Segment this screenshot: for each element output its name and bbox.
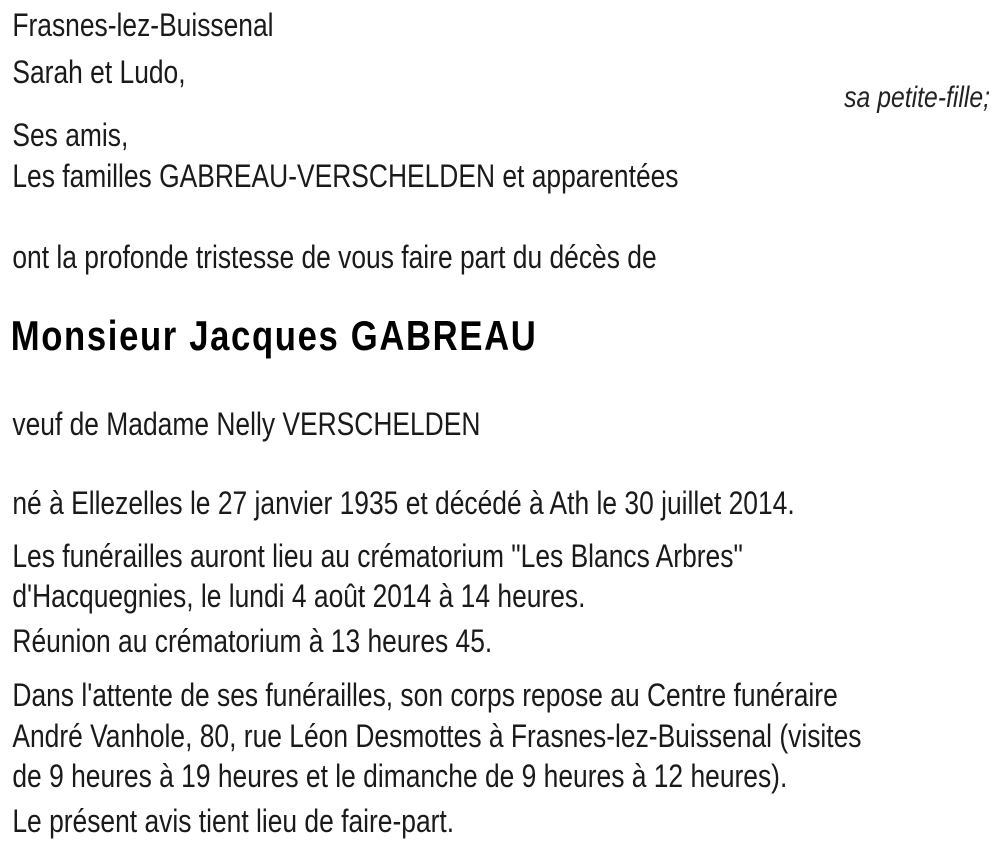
family-line-3: Les familles GABREAU-VERSCHELDEN et apparentées bbox=[12, 158, 679, 194]
repose-line-3: de 9 heures à 19 heures et le dimanche de 9 heures à 12 heures). bbox=[12, 758, 788, 794]
place-line: Frasnes-lez-Buissenal bbox=[12, 7, 274, 43]
deceased-name: Monsieur Jacques GABREAU bbox=[10, 312, 538, 359]
family-line-1: Sarah et Ludo, bbox=[12, 54, 186, 90]
funeral-line-1: Les funérailles auront lieu au crématorium "Les Blancs Arbres" bbox=[12, 538, 743, 574]
spouse-line: veuf de Madame Nelly VERSCHELDEN bbox=[12, 406, 481, 442]
announcement-line: ont la profonde tristesse de vous faire part du décès de bbox=[12, 239, 657, 275]
repose-line-1: Dans l'attente de ses funérailles, son corps repose au Centre funéraire bbox=[12, 677, 838, 713]
relation-note: sa petite-fille; bbox=[844, 81, 990, 114]
repose-line-2: André Vanhole, 80, rue Léon Desmottes à Frasnes-lez-Buissenal (visites bbox=[12, 718, 862, 754]
closing-line: Le présent avis tient lieu de faire-part. bbox=[12, 803, 455, 839]
funeral-line-2: d'Hacquegnies, le lundi 4 août 2014 à 14 heures. bbox=[12, 578, 586, 614]
meeting-line: Réunion au crématorium à 13 heures 45. bbox=[12, 623, 493, 659]
family-line-2: Ses amis, bbox=[12, 117, 129, 153]
life-dates-line: né à Ellezelles le 27 janvier 1935 et décédé à Ath le 30 juillet 2014. bbox=[12, 485, 795, 521]
